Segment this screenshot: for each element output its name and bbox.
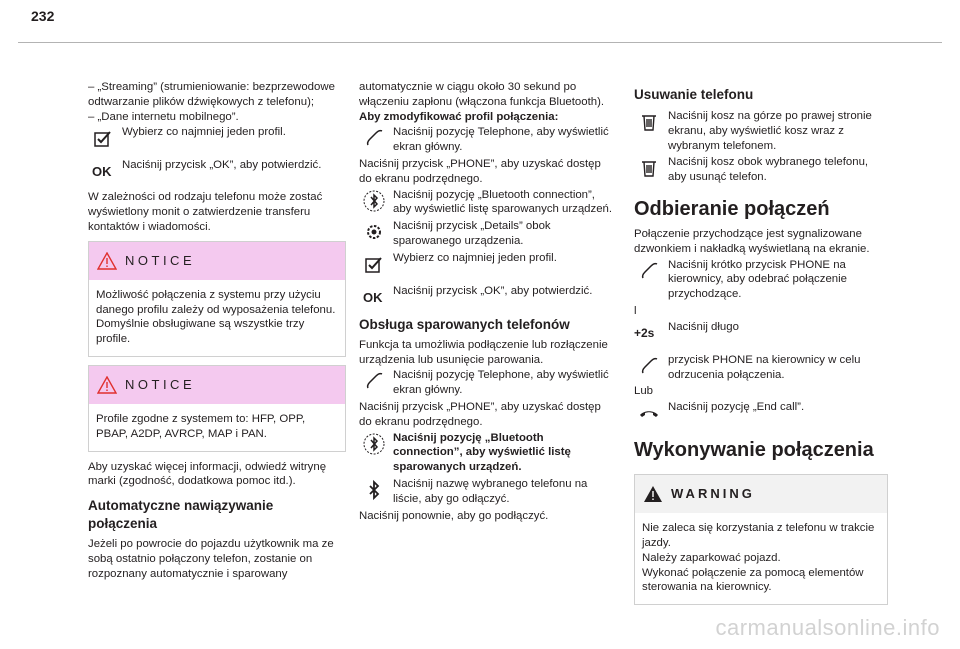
paragraph: – „Streaming” (strumieniowanie: bezprzewodowe odtwarzanie plików dźwiękowych z telefonu);	[88, 81, 335, 108]
notice-text: Możliwość połączenia z systemu przy użyciu danego profilu zależy od wyposażenia telefonu.	[96, 288, 336, 316]
notice-title: NOTICE	[125, 252, 196, 268]
bold-paragraph: Aby zmodyfikować profil połączenia:	[359, 110, 559, 123]
warning-triangle-icon	[97, 376, 117, 394]
notice-text: Profile zgodne z systemem to: HFP, OPP, PBAP, A2DP, AVRCP, MAP i PAN.	[96, 412, 306, 440]
gear-icon	[363, 221, 385, 243]
top-divider	[18, 42, 942, 43]
trash-icon	[638, 111, 660, 133]
section-heading-large: Wykonywanie połączenia	[634, 439, 874, 462]
phone-handset-icon	[638, 260, 660, 282]
warning-header	[635, 475, 887, 513]
hang-up-icon	[638, 402, 660, 424]
step-trash-phone	[634, 155, 888, 185]
step-text: Naciśnij pozycję „Bluetooth connection”, aby wyświetlić listę sparowanych urządzeń.	[393, 431, 571, 474]
step-details	[359, 219, 615, 249]
step-text: Wybierz co najmniej jeden profil.	[122, 126, 286, 139]
step-text: Naciśnij kosz na górze po prawej stronie ekranu, aby wyświetlić kosz wraz z wybranym telefonem.	[668, 110, 872, 152]
phone-handset-icon	[363, 370, 385, 392]
notice-title: NOTICE	[125, 376, 196, 392]
checkbox-edit-icon	[92, 127, 114, 149]
step-answer	[634, 258, 888, 302]
step-reject	[634, 353, 888, 383]
step-bluetooth	[359, 188, 615, 218]
step-long-press	[634, 320, 888, 342]
notice-box	[88, 365, 346, 452]
notice-header	[89, 242, 345, 280]
step-text: Naciśnij pozycję „Bluetooth connection”, aby wyświetlić listę sparowanych urządzeń.	[393, 188, 613, 216]
section-heading: Usuwanie telefonu	[634, 87, 754, 102]
ok-icon: OK	[92, 164, 112, 180]
paragraph: Jeżeli po powrocie do pojazdu użytkownik ma ze sobą ostatnio połączony telefon, zostanie on rozpoznany automatycznie i sparowany	[88, 538, 334, 580]
step-text: Naciśnij długo	[668, 320, 739, 333]
step-text: Naciśnij przycisk „OK”, aby potwierdzić.	[393, 284, 593, 297]
step-text: Naciśnij kosz obok wybranego telefonu, aby usunąć telefon.	[668, 156, 869, 184]
paragraph: Połączenie przychodzące jest sygnalizowane dzwonkiem i nakładką wyświetlaną na ekranie.	[634, 227, 870, 255]
step-text: Naciśnij pozycję Telephone, aby wyświetlić ekran główny.	[393, 126, 609, 154]
step-confirm	[88, 158, 346, 180]
step-text: Naciśnij pozycję Telephone, aby wyświetlić ekran główny.	[393, 369, 609, 397]
section-heading-large: Odbieranie połączeń	[634, 197, 830, 220]
warning-text: Wykonać połączenie za pomocą elementów sterowania na kierownicy.	[642, 566, 864, 594]
page-number: 232	[31, 8, 55, 24]
checkbox-edit-icon	[363, 253, 385, 275]
notice-header	[89, 366, 345, 404]
warning-text: Należy zaparkować pojazd.	[642, 551, 781, 564]
section-heading: Automatyczne nawiązywanie połączenia	[88, 498, 274, 532]
notice-text: Domyślnie obsługiwane są wszystkie trzy profile.	[96, 318, 305, 346]
step-telephone	[359, 368, 615, 398]
phone-handset-icon	[638, 355, 660, 377]
step-trash-top	[634, 109, 888, 153]
warning-triangle-icon	[97, 252, 117, 270]
bluetooth-settings-icon	[363, 433, 385, 455]
bluetooth-settings-icon	[363, 190, 385, 212]
column-3	[634, 86, 888, 613]
notice-box	[88, 241, 346, 357]
step-end-call	[634, 400, 888, 422]
step-text: Naciśnij przycisk „Details” obok sparowanego urządzenia.	[393, 220, 551, 247]
paragraph: Lub	[634, 385, 654, 398]
paragraph: – „Dane internetu mobilnego”.	[88, 110, 239, 123]
watermark: carmanualsonline.info	[715, 615, 940, 640]
step-text: Wybierz co najmniej jeden profil.	[393, 251, 557, 264]
step-disconnect	[359, 477, 615, 507]
step-text: Naciśnij nazwę wybranego telefonu na liście, aby go odłączyć.	[393, 477, 588, 505]
column-2	[359, 80, 615, 523]
warning-triangle-icon	[643, 485, 663, 503]
phone-handset-icon	[363, 127, 385, 149]
two-seconds-icon: +2s	[634, 325, 655, 340]
step-text: Naciśnij pozycję „End call”.	[668, 401, 805, 414]
step-text: Naciśnij krótko przycisk PHONE na kierownicy, aby odebrać połączenie przychodzące.	[668, 258, 847, 301]
paragraph: l	[634, 304, 637, 317]
step-confirm	[359, 284, 615, 306]
step-text: przycisk PHONE na kierownicy w celu odrzucenia połączenia.	[668, 353, 861, 381]
paragraph: Aby uzyskać więcej informacji, odwiedź witrynę marki (zgodność, dodatkowa pomoc itd.).	[88, 460, 327, 488]
step-telephone	[359, 125, 615, 155]
paragraph: W zależności od rodzaju telefonu może zostać wyświetlony monit o zatwierdzenie transferu kontaktów i wiadomości.	[88, 191, 323, 233]
bluetooth-icon	[363, 479, 385, 501]
trash-icon	[638, 157, 660, 179]
step-select-profile	[88, 125, 346, 147]
step-select-profile	[359, 251, 615, 273]
paragraph: Naciśnij przycisk „PHONE”, aby uzyskać dostęp do ekranu podrzędnego.	[359, 400, 601, 428]
paragraph: Naciśnij ponownie, aby go podłączyć.	[359, 509, 549, 522]
step-text: Naciśnij przycisk „OK”, aby potwierdzić.	[122, 159, 322, 172]
section-heading: Obsługa sparowanych telefonów	[359, 316, 570, 332]
step-bluetooth	[359, 431, 615, 475]
ok-icon: OK	[363, 289, 383, 305]
paragraph: automatycznie w ciągu około 30 sekund po włączeniu zapłonu (włączona funkcja Bluetooth).	[359, 81, 605, 108]
paragraph: Naciśnij przycisk „PHONE”, aby uzyskać dostęp do ekranu podrzędnego.	[359, 157, 601, 185]
warning-text: Nie zaleca się korzystania z telefonu w trakcie jazdy.	[642, 522, 875, 549]
warning-box	[634, 474, 888, 605]
paragraph: Funkcja ta umożliwia podłączenie lub rozłączenie urządzenia lub usunięcie parowania.	[359, 338, 608, 366]
column-1	[88, 80, 346, 582]
warning-title: WARNING	[671, 486, 755, 502]
